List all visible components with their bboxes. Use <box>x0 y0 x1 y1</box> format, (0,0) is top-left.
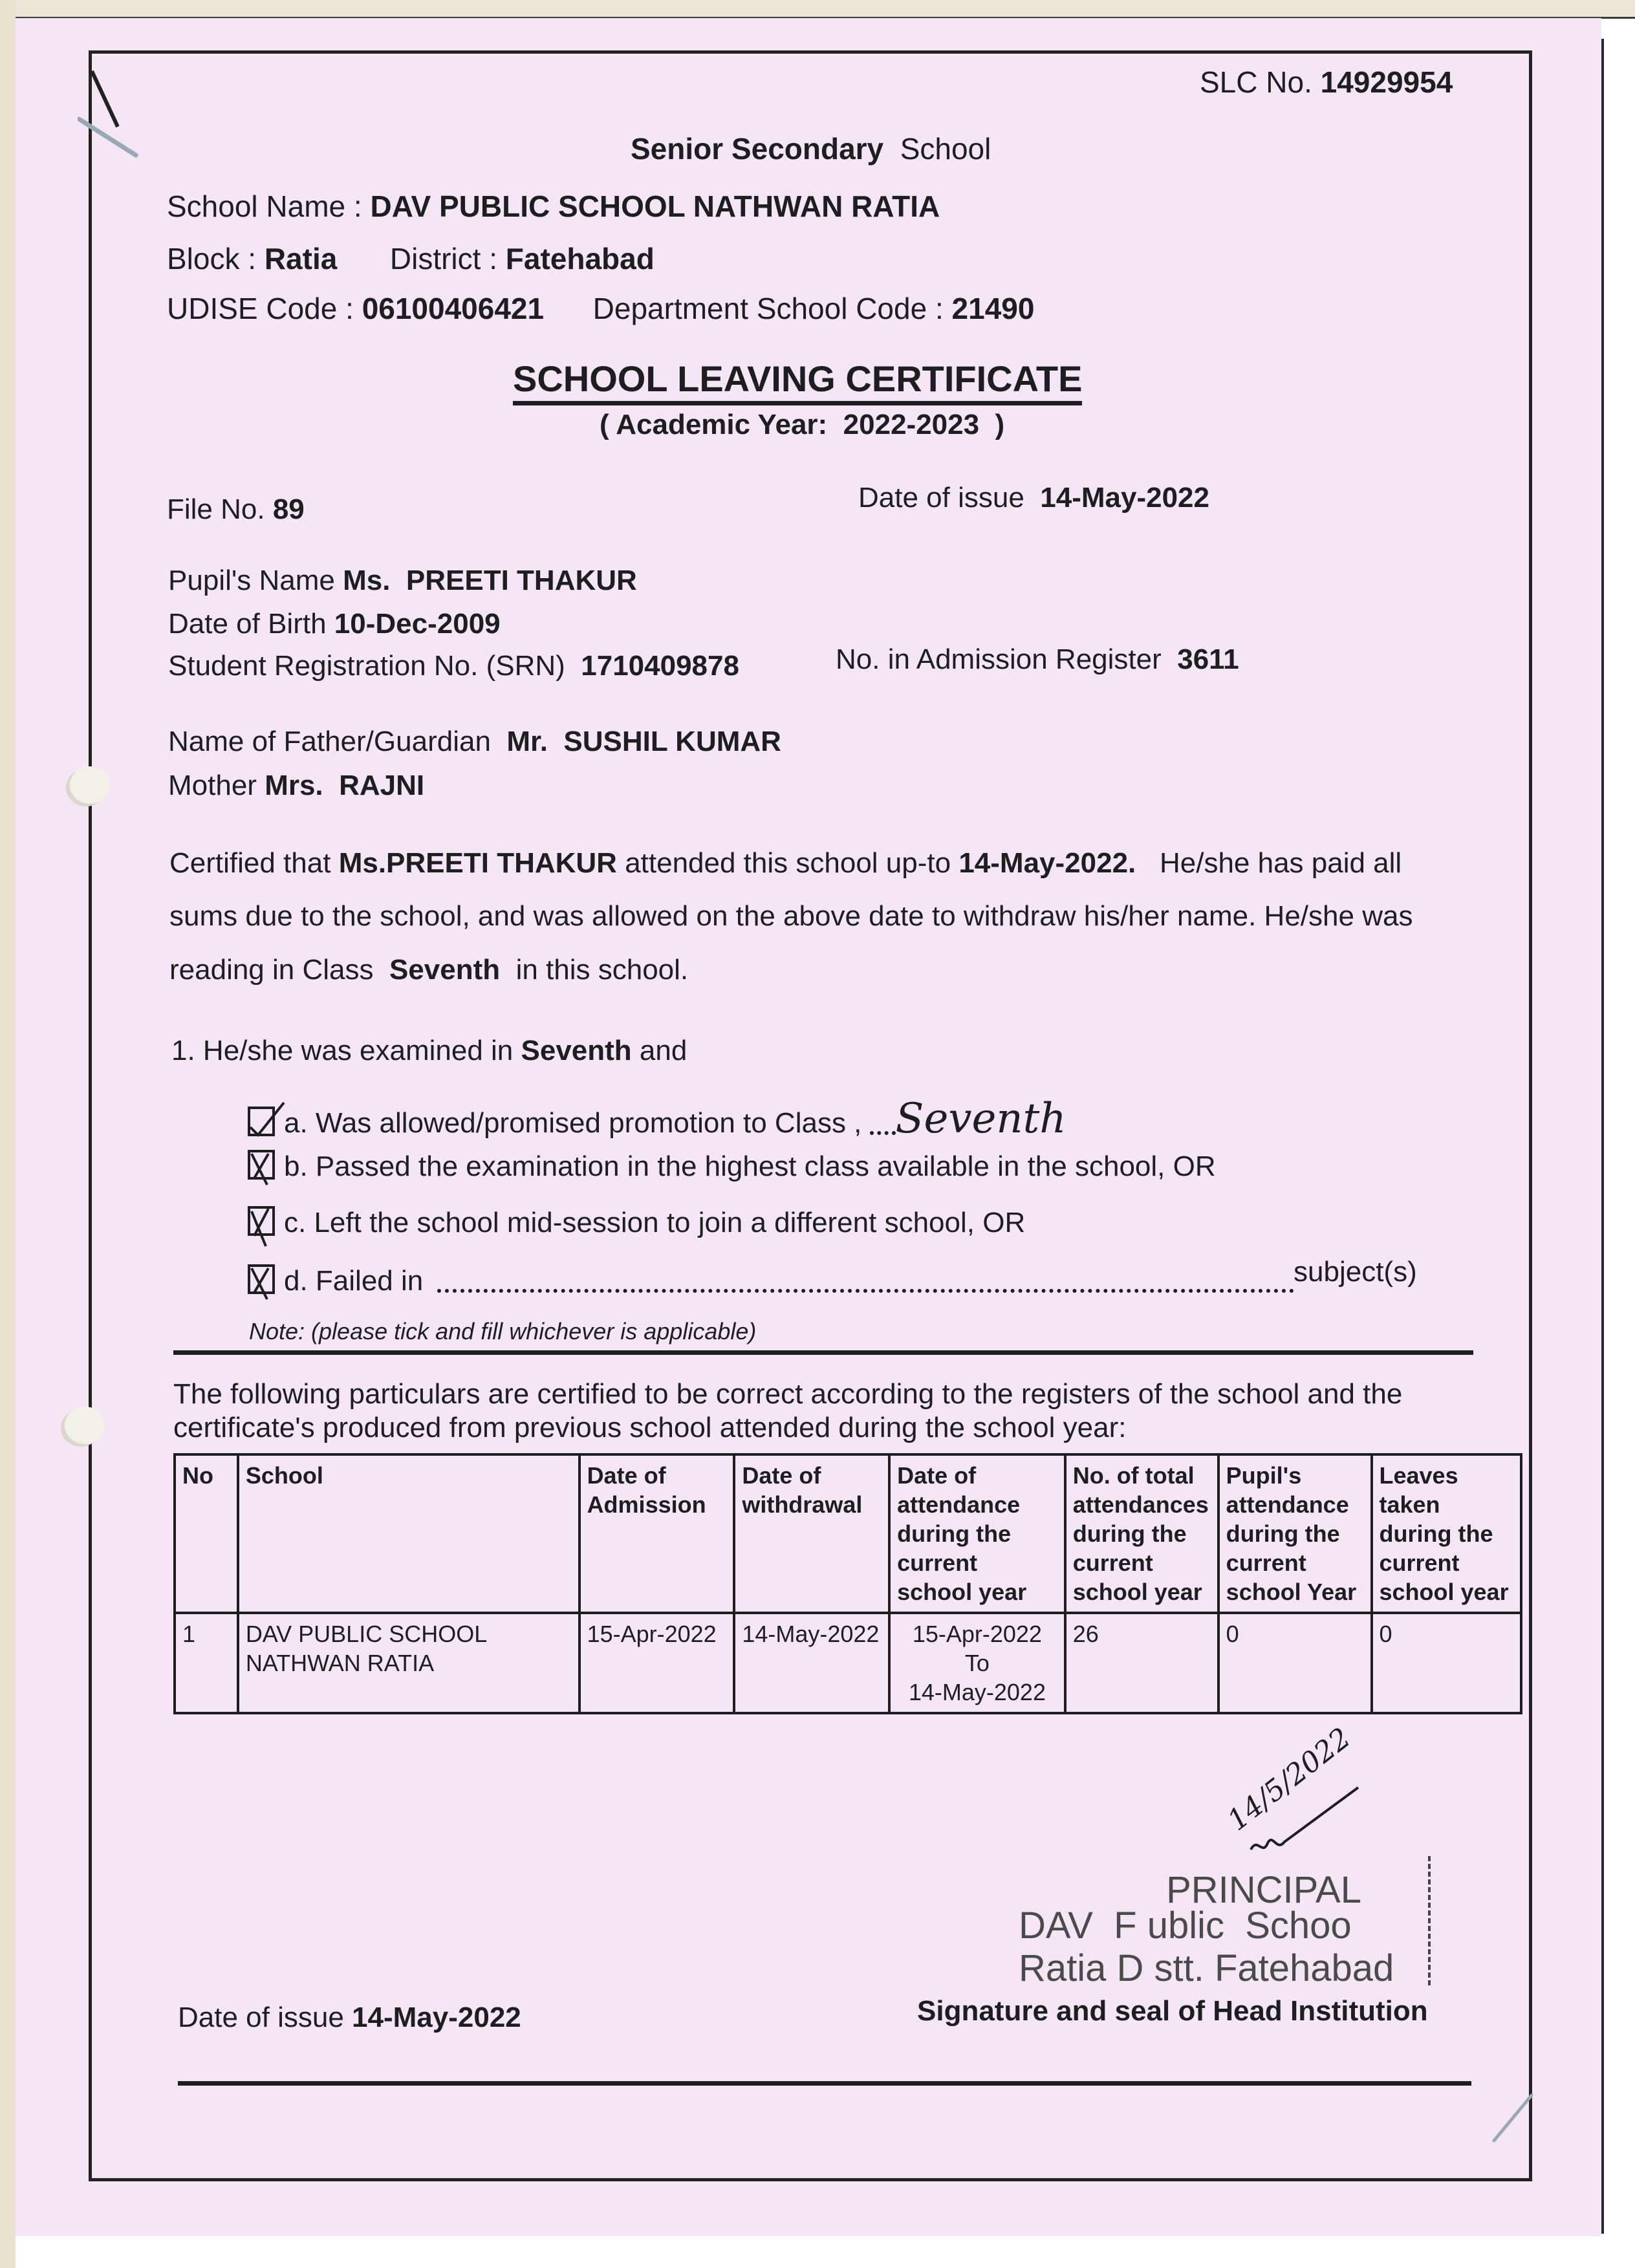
stamp-line-2: DAV F ublic Schoo <box>1019 1905 1352 1947</box>
srn-row <box>168 650 739 682</box>
signature-date: 14/5/2022 <box>1221 1721 1357 1837</box>
subjects-suffix: subject(s) <box>1294 1256 1417 1288</box>
srn-value: 1710409878 <box>581 650 739 682</box>
cross-checkbox[interactable] <box>248 1206 275 1236</box>
dept-code-value: 21490 <box>951 292 1035 325</box>
stamp-line-1: PRINCIPAL <box>1166 1869 1361 1911</box>
admission-register-label: No. in Admission Register <box>836 643 1162 675</box>
tick-checkbox[interactable] <box>248 1107 275 1136</box>
academic-year <box>600 409 1004 441</box>
date-of-issue-label: Date of issue <box>858 482 1024 513</box>
pupil-name-row <box>168 565 637 597</box>
option-d-label: d. Failed in <box>284 1265 424 1297</box>
cell-pupil-attendance: 0 <box>1218 1613 1372 1713</box>
school-name-row <box>167 189 940 224</box>
signature-caption: Signature and seal of Head Institution <box>917 1995 1428 2027</box>
cell-attendance-dates <box>889 1613 1065 1713</box>
failed-subjects-field[interactable] <box>437 1289 1294 1293</box>
school-type-rest: School <box>900 132 991 166</box>
school-type-bold: Senior Secondary <box>631 132 884 166</box>
dept-code-label: Department School Code : <box>592 292 944 325</box>
block-row <box>167 241 655 276</box>
mother-prefix: Mrs. <box>265 770 323 801</box>
mother-row <box>168 770 424 802</box>
date-of-issue-value: 14-May-2022 <box>1040 482 1209 513</box>
particulars-intro-line-1: The following particulars are certified to be correct according to the registers of the school and the <box>173 1378 1403 1410</box>
admission-register-row <box>836 643 1239 676</box>
staple-icon <box>1488 2089 1539 2147</box>
father-prefix: Mr. <box>506 726 548 757</box>
srn-label: Student Registration No. (SRN) <box>168 650 565 682</box>
certification-line-1 <box>169 847 1402 880</box>
udise-value: 06100406421 <box>362 292 545 325</box>
option-a-label: a. Was allowed/promised promotion to Class , <box>284 1107 862 1139</box>
exam-class: Seventh <box>521 1035 632 1066</box>
exam-intro-end: and <box>639 1035 688 1066</box>
col-header-withdrawal: Date of withdrawal <box>734 1454 889 1613</box>
table-header-row <box>175 1454 1521 1613</box>
pupil-name-label: Pupil's Name <box>168 565 335 596</box>
cell-total-attendances: 26 <box>1065 1613 1218 1713</box>
signature-stroke-icon <box>1248 1785 1365 1863</box>
col-header-school: School <box>238 1454 579 1613</box>
principal-stamp-school <box>1019 1905 1394 1990</box>
file-no-label: File No. <box>167 493 265 525</box>
slc-number <box>1200 65 1453 100</box>
father-label: Name of Father/Guardian <box>168 726 491 757</box>
cert-text: He/she has paid all <box>1159 847 1402 879</box>
file-no-value: 89 <box>272 493 305 525</box>
cert-text: reading in Class <box>169 954 374 986</box>
mother-name: RAJNI <box>339 770 425 801</box>
col-header-pupil-attendance: Pupil's attendance during the current school Year <box>1218 1454 1372 1613</box>
particulars-intro-line-2: certificate's produced from previous school attended during the school year: <box>173 1412 1127 1443</box>
col-header-attendance-dates: Date of attendance during the current school year <box>889 1454 1065 1613</box>
father-row <box>168 726 781 758</box>
particulars-intro <box>173 1377 1402 1445</box>
footer-rule <box>178 2081 1471 2086</box>
school-type <box>631 131 991 166</box>
cert-pupil-name: Ms.PREETI THAKUR <box>338 847 617 879</box>
divider <box>173 1350 1473 1355</box>
cell-withdrawal: 14-May-2022 <box>734 1613 889 1713</box>
table-row <box>175 1613 1521 1713</box>
option-a <box>248 1095 1067 1143</box>
slc-label: SLC No. <box>1200 65 1312 99</box>
cell-admission: 15-Apr-2022 <box>579 1613 735 1713</box>
tick-icon <box>248 1103 287 1141</box>
option-d <box>248 1264 1294 1297</box>
exam-intro-text: 1. He/she was examined in <box>171 1035 514 1066</box>
punch-hole <box>70 766 110 804</box>
academic-year-label: ( Academic Year: <box>600 409 828 440</box>
exam-intro <box>171 1035 687 1067</box>
school-line-1: DAV PUBLIC SCHOOL <box>245 1621 488 1647</box>
academic-year-value: 2022-2023 <box>843 409 980 440</box>
option-b-label: b. Passed the examination in the highest class available in the school, OR <box>284 1150 1216 1182</box>
cross-icon <box>248 1146 280 1185</box>
col-header-admission: Date of Admission <box>579 1454 735 1613</box>
dob-row <box>168 608 501 640</box>
udise-label: UDISE Code : <box>167 292 354 325</box>
slc-value: 14929954 <box>1320 65 1453 99</box>
certification-line-3 <box>169 954 688 986</box>
certification-line-2: sums due to the school, and was allowed on the above date to withdraw his/her name. He/she was <box>169 900 1413 932</box>
cert-date: 14-May-2022. <box>958 847 1136 879</box>
mother-label: Mother <box>168 770 257 801</box>
cell-school <box>238 1613 579 1713</box>
pupil-name-prefix: Ms. <box>343 565 391 596</box>
school-line-2: NATHWAN RATIA <box>245 1650 435 1676</box>
option-c <box>248 1206 1025 1239</box>
attendance-from: 15-Apr-2022 <box>912 1621 1042 1647</box>
cell-leaves: 0 <box>1372 1613 1522 1713</box>
cross-icon <box>248 1260 280 1299</box>
district-label: District : <box>389 242 497 275</box>
attendance-to-word: To <box>964 1650 990 1676</box>
date-of-issue-top <box>858 482 1209 514</box>
cross-icon <box>248 1202 280 1247</box>
academic-year-close: ) <box>995 409 1005 440</box>
admission-register-value: 3611 <box>1177 643 1239 675</box>
cert-text: attended this school up-to <box>625 847 951 879</box>
col-header-leaves: Leaves taken during the current school year <box>1372 1454 1522 1613</box>
father-name: SUSHIL KUMAR <box>563 726 781 757</box>
stamp-line-3: Ratia D stt. Fatehabad <box>1019 1947 1394 1989</box>
option-b <box>248 1150 1216 1183</box>
col-header-no: No <box>175 1454 238 1613</box>
footer-date-label: Date of issue <box>178 2002 344 2033</box>
certificate-title: SCHOOL LEAVING CERTIFICATE <box>513 358 1082 405</box>
staple-icon <box>78 65 155 162</box>
note: Note: (please tick and fill whichever is applicable) <box>249 1318 757 1345</box>
udise-row <box>167 291 1034 326</box>
cell-no: 1 <box>175 1613 238 1713</box>
district-value: Fatehabad <box>505 242 655 275</box>
school-name-label: School Name : <box>167 189 362 223</box>
cert-text: in this school. <box>515 954 689 986</box>
file-number <box>167 493 305 526</box>
block-label: Block : <box>167 242 257 275</box>
particulars-table <box>173 1453 1522 1714</box>
cross-checkbox[interactable] <box>248 1264 275 1294</box>
block-value: Ratia <box>264 242 338 275</box>
pupil-name: PREETI THAKUR <box>406 565 637 596</box>
col-header-total-attendances: No. of total attendances during the current school year <box>1065 1454 1218 1613</box>
seal-edge <box>1428 1856 1433 1985</box>
scan-edge-left <box>0 0 16 2268</box>
handwritten-class: Seventh <box>895 1095 1067 1143</box>
attendance-to: 14-May-2022 <box>908 1679 1046 1705</box>
school-name: DAV PUBLIC SCHOOL NATHWAN RATIA <box>370 189 940 223</box>
option-c-label: c. Left the school mid-session to join a different school, OR <box>284 1207 1026 1238</box>
cert-text: Certified that <box>169 847 331 879</box>
footer-date <box>178 2002 521 2034</box>
scan-edge-top <box>0 0 1635 19</box>
cross-checkbox[interactable] <box>248 1150 275 1180</box>
dob-label: Date of Birth <box>168 608 327 640</box>
cert-class: Seventh <box>389 954 501 986</box>
dob-value: 10-Dec-2009 <box>334 608 501 640</box>
footer-date-value: 14-May-2022 <box>352 2002 521 2033</box>
punch-hole <box>65 1407 105 1444</box>
